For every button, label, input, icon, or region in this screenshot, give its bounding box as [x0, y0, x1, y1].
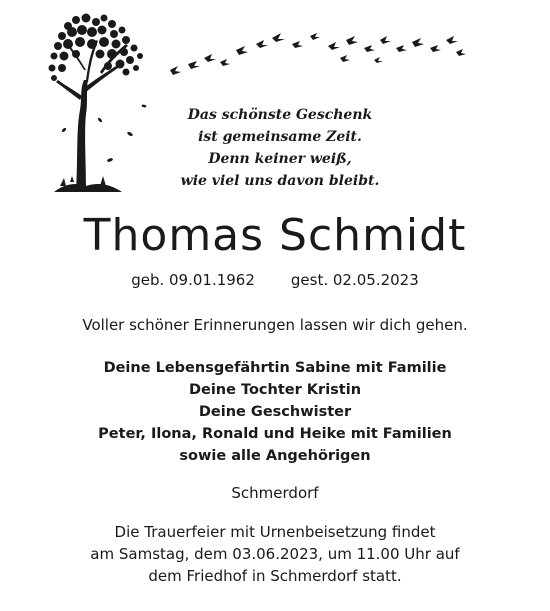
flying-birds-icon [160, 28, 470, 83]
mourner-line: Deine Lebensgefährtin Sabine mit Familie [103, 360, 447, 376]
service-line: am Samstag, dem 03.06.2023, um 11.00 Uhr auf [90, 545, 460, 563]
mourner-line: Deine Geschwister [198, 404, 352, 420]
mourners-list [0, 357, 550, 467]
mourner-line: sowie alle Angehörigen [179, 448, 371, 464]
death-date: gest. 02.05.2023 [290, 271, 419, 289]
service-line: Die Trauerfeier mit Urnenbeisetzung findet [114, 523, 436, 541]
place-name: Schmerdorf [231, 484, 319, 502]
quote-line: ist gemeinsame Zeit. [198, 129, 362, 145]
funeral-service-info [0, 521, 550, 587]
life-dates [0, 270, 550, 290]
mourner-line: Peter, Ilona, Ronald und Heike mit Familien [98, 426, 452, 442]
deceased-name: Thomas Schmidt [83, 210, 467, 261]
quote-line: Denn keiner weiß, [208, 151, 352, 167]
farewell-text: Voller schöner Erinnerungen lassen wir dich gehen. [82, 316, 468, 334]
quote-line: wie viel uns davon bleibt. [180, 173, 380, 189]
service-line: dem Friedhof in Schmerdorf statt. [148, 567, 402, 585]
birth-date: geb. 09.01.1962 [131, 271, 255, 289]
quote-line: Das schönste Geschenk [187, 107, 373, 123]
memorial-quote [140, 104, 420, 192]
mourner-line: Deine Tochter Kristin [188, 382, 362, 398]
